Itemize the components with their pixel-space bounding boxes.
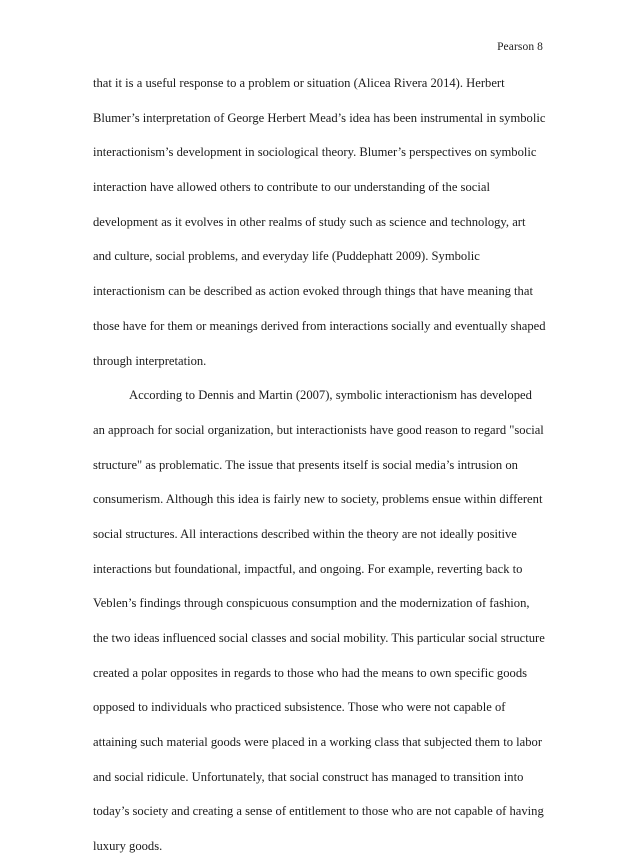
text-line: an approach for social organization, but interactionists have good reason to regard "social (93, 422, 544, 437)
text-line: interactions but foundational, impactful, and ongoing. For example, reverting back to (93, 561, 523, 576)
running-header-page-number: Pearson 8 (497, 41, 543, 53)
text-line: structure" as problematic. The issue that presents itself is social media’s intrusion on (93, 457, 518, 472)
text-line: through interpretation. (93, 353, 207, 368)
text-line: that it is a useful response to a problem or situation (Alicea Rivera 2014). Herbert (93, 76, 505, 90)
text-line: interactionism can be described as action evoked through things that have meaning that (93, 284, 533, 299)
text-line: the two ideas influenced social classes and social mobility. This particular social structure (93, 631, 545, 645)
text-line: development as it evolves in other realms of study such as science and technology, art (93, 214, 526, 229)
text-line: today’s society and creating a sense of entitlement to those who are not capable of having (93, 804, 544, 819)
text-line: and culture, social problems, and everyday life (Puddephatt 2009). Symbolic (93, 249, 480, 264)
text-line: luxury goods. (93, 839, 163, 854)
text-line: created a polar opposites in regards to those who had the means to own specific goods (93, 665, 528, 680)
text-line: social structures. All interactions described within the theory are not ideally positive (93, 526, 517, 541)
text-line: interaction have allowed others to contribute to our understanding of the social (93, 180, 490, 195)
text-line: opposed to individuals who practiced subsistence. Those who were not capable of (93, 700, 506, 715)
text-line: consumerism. Although this idea is fairly new to society, problems ensue within different (93, 492, 543, 507)
text-line: interactionism’s development in sociological theory. Blumer’s perspectives on symbolic (93, 145, 537, 160)
text-line: and social ridicule. Unfortunately, that social construct has managed to transition into (93, 769, 524, 784)
text-line: Veblen’s findings through conspicuous consumption and the modernization of fashion, (93, 596, 530, 611)
paragraph-start-line: According to Dennis and Martin (2007), symbolic interactionism has developed (129, 388, 532, 403)
body-text (93, 66, 551, 864)
text-line: Blumer’s interpretation of George Herbert Mead’s idea has been instrumental in symbolic (93, 110, 546, 125)
text-line: those have for them or meanings derived from interactions socially and eventually shaped (93, 318, 546, 333)
text-line: attaining such material goods were placed in a working class that subjected them to labor (93, 735, 543, 750)
